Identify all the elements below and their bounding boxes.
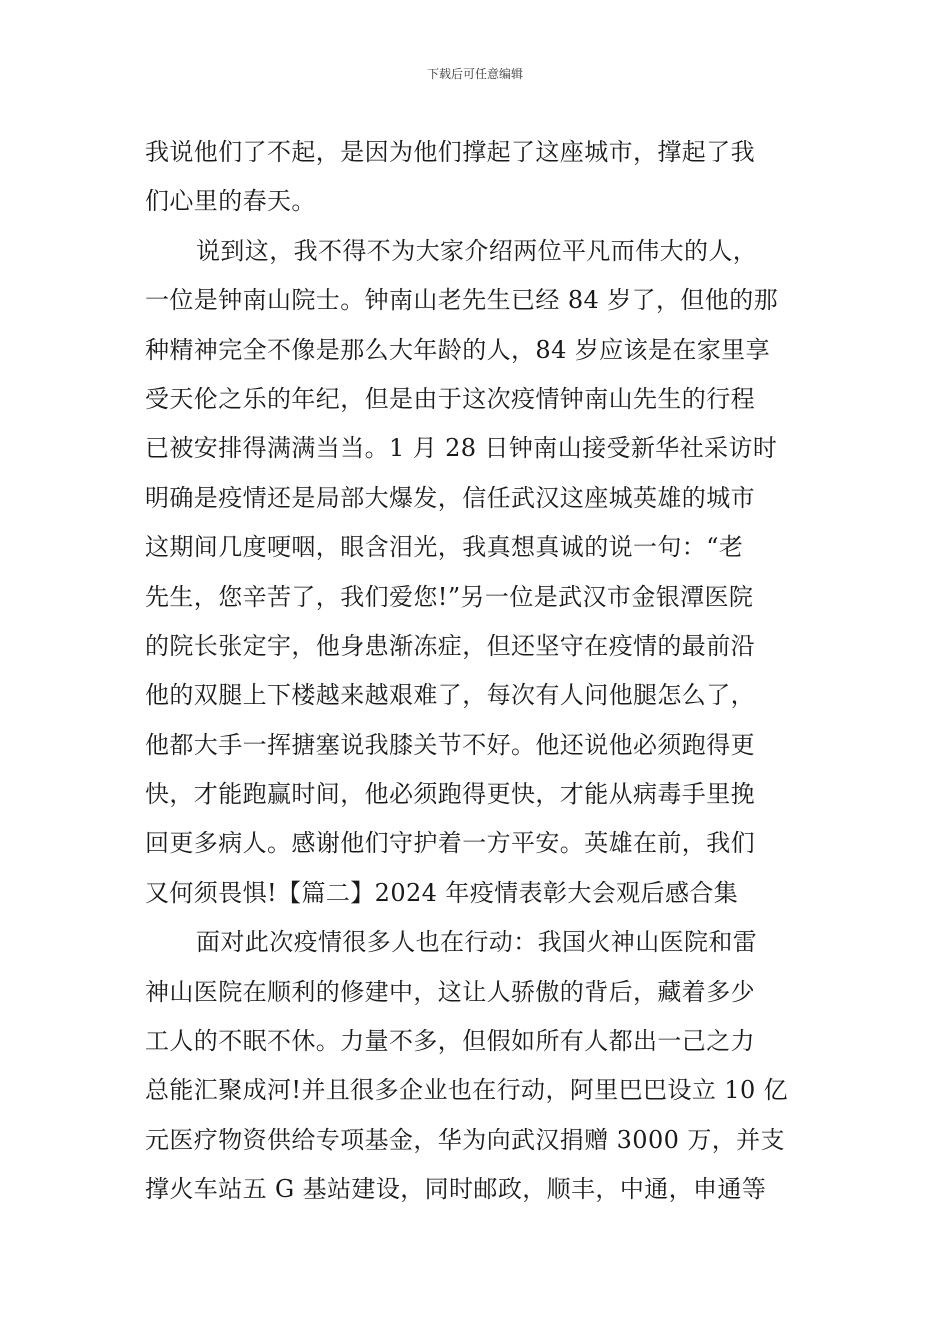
text-line: 撑火车站五 G 基站建设，同时邮政，顺丰，中通，申通等 (145, 1175, 767, 1204)
text-line: 总能汇聚成河!并且很多企业也在行动，阿里巴巴设立 10 亿 (145, 1076, 789, 1105)
text-line: 种精神完全不像是那么大年龄的人，84 岁应该是在家里享 (145, 335, 770, 364)
paragraph-start-line: 面对此次疫情很多人也在行动：我国火神山医院和雷 (196, 928, 758, 957)
paragraph-start-line: 说到这，我不得不为大家介绍两位平凡而伟大的人， (196, 236, 758, 265)
text-line: 这期间几度哽咽，眼含泪光，我真想真诚的说一句：“老 (145, 533, 744, 562)
text-line: 元医疗物资供给专项基金，华为向武汉捐赠 3000 万，并支 (145, 1125, 785, 1154)
text-line: 快，才能跑赢时间，他必须跑得更快，才能从病毒手里挽 (145, 780, 755, 809)
document-body (145, 128, 810, 1215)
text-line: 的院长张定宇，他身患渐冻症，但还坚守在疫情的最前沿 (145, 631, 755, 660)
text-line: 一位是钟南山院士。钟南山老先生已经 84 岁了，但他的那 (145, 286, 778, 315)
text-line: 们心里的春天。 (145, 187, 316, 216)
text-line: 他都大手一挥搪塞说我膝关节不好。他还说他必须跑得更 (145, 730, 755, 759)
text-line: 神山医院在顺利的修建中，这让人骄傲的背后，藏着多少 (145, 977, 755, 1006)
text-line: 先生，您辛苦了，我们爱您!”另一位是武汉市金银潭医院 (145, 582, 754, 611)
text-line: 工人的不眠不休。力量不多，但假如所有人都出一己之力 (145, 1027, 755, 1056)
text-line: 明确是疫情还是局部大爆发，信任武汉这座城英雄的城市 (145, 483, 755, 512)
text-line: 已被安排得满满当当。1 月 28 日钟南山接受新华社采访时 (145, 434, 778, 463)
text-line: 他的双腿上下楼越来越艰难了，每次有人问他腿怎么了， (145, 681, 755, 710)
text-line: 受天伦之乐的年纪，但是由于这次疫情钟南山先生的行程 (145, 384, 755, 413)
page-header: 下载后可任意编辑 (426, 67, 523, 81)
text-line: 我说他们了不起，是因为他们撑起了这座城市，撑起了我 (145, 138, 755, 166)
text-line: 回更多病人。感谢他们守护着一方平安。英雄在前，我们 (145, 829, 755, 858)
text-line: 又何须畏惧!【篇二】2024 年疫情表彰大会观后感合集 (145, 878, 739, 907)
